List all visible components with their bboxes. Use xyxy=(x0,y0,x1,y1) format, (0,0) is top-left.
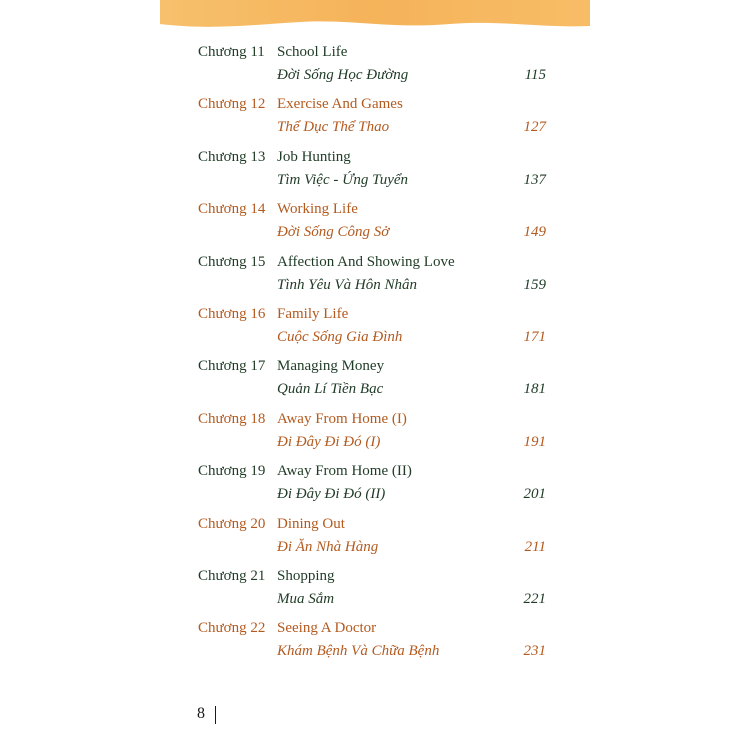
chapter-number: Chương 15 xyxy=(198,253,266,270)
chapter-number: Chương 13 xyxy=(198,148,266,165)
toc-entry xyxy=(0,95,750,147)
chapter-number: Chương 18 xyxy=(198,410,266,427)
chapter-page-number: 191 xyxy=(523,433,546,450)
chapter-number: Chương 11 xyxy=(198,44,265,60)
chapter-page-number: 137 xyxy=(523,171,546,188)
chapter-page-number: 149 xyxy=(523,224,546,241)
toc-entry xyxy=(0,200,750,252)
toc-entry xyxy=(0,43,750,95)
toc-entry xyxy=(0,410,750,462)
chapter-number: Chương 17 xyxy=(198,358,266,375)
chapter-number: Chương 14 xyxy=(198,201,266,218)
toc-entry xyxy=(0,567,750,619)
chapter-title-english: Shopping xyxy=(277,568,335,584)
chapter-page-number: 211 xyxy=(524,538,546,555)
chapter-title-vietnamese: Tìm Việc - Ứng Tuyển xyxy=(277,171,409,188)
chapter-title-vietnamese: Mua Sắm xyxy=(277,591,335,607)
chapter-title-english: School Life xyxy=(277,44,348,60)
page-number-divider xyxy=(215,706,216,724)
chapter-number: Chương 22 xyxy=(198,620,266,637)
chapter-title-vietnamese: Tình Yêu Và Hôn Nhân xyxy=(277,276,418,293)
toc-entry xyxy=(0,357,750,409)
chapter-page-number: 201 xyxy=(523,486,546,503)
chapter-title-english: Job Hunting xyxy=(277,148,351,165)
chapter-title-vietnamese: Đi Đây Đi Đó (II) xyxy=(277,486,386,503)
chapter-page-number: 231 xyxy=(523,643,546,660)
chapter-number: Chương 20 xyxy=(198,515,266,532)
toc-entry xyxy=(0,253,750,305)
chapter-page-number: 181 xyxy=(523,381,546,398)
chapter-title-english: Dining Out xyxy=(277,515,345,532)
chapter-title-english: Exercise And Games xyxy=(277,96,403,113)
toc-entry xyxy=(0,619,750,671)
chapter-title-vietnamese: Khám Bệnh Và Chữa Bệnh xyxy=(277,643,440,660)
chapter-title-english: Away From Home (II) xyxy=(277,463,412,480)
chapter-title-english: Seeing A Doctor xyxy=(277,620,377,637)
toc-entry xyxy=(0,148,750,200)
chapter-title-vietnamese: Cuộc Sống Gia Đình xyxy=(277,329,403,345)
chapter-title-vietnamese: Thể Dục Thể Thao xyxy=(277,119,390,136)
chapter-page-number: 127 xyxy=(523,119,546,136)
chapter-number: Chương 19 xyxy=(198,463,266,480)
chapter-title-english: Away From Home (I) xyxy=(277,410,407,427)
chapter-title-english: Working Life xyxy=(277,201,358,218)
toc-entry xyxy=(0,515,750,567)
chapter-title-english: Family Life xyxy=(277,306,349,322)
chapter-title-english: Managing Money xyxy=(277,358,385,375)
chapter-title-vietnamese: Đi Ăn Nhà Hàng xyxy=(277,538,379,555)
chapter-number: Chương 16 xyxy=(198,306,266,322)
chapter-page-number: 221 xyxy=(523,591,546,607)
chapter-page-number: 115 xyxy=(524,67,546,83)
page-number: 8 xyxy=(197,705,205,722)
toc-entry xyxy=(0,305,750,357)
toc-entry xyxy=(0,462,750,514)
chapter-title-vietnamese: Đời Sống Công Sở xyxy=(277,224,390,241)
chapter-page-number: 159 xyxy=(523,276,546,293)
chapter-number: Chương 12 xyxy=(198,96,266,113)
chapter-title-english: Affection And Showing Love xyxy=(277,253,455,270)
chapter-title-vietnamese: Đi Đây Đi Đó (I) xyxy=(277,433,381,450)
chapter-title-vietnamese: Quản Lí Tiền Bạc xyxy=(277,381,384,398)
chapter-number: Chương 21 xyxy=(198,568,266,584)
chapter-page-number: 171 xyxy=(523,329,546,345)
chapter-title-vietnamese: Đời Sống Học Đường xyxy=(277,67,409,83)
